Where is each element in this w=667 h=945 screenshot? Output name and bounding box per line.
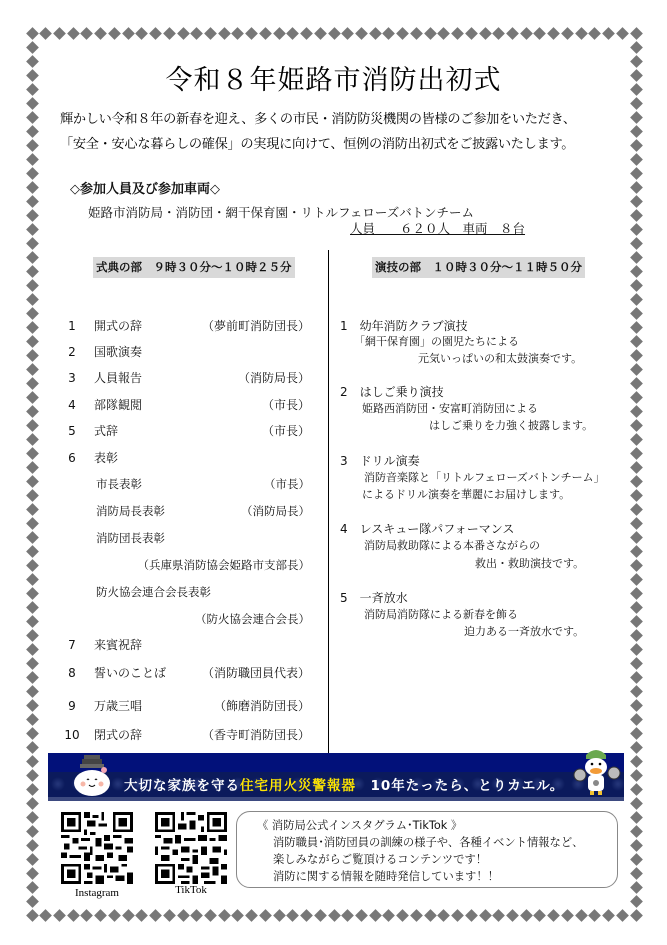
border-diamond-icon [547, 27, 560, 40]
item-number: 2 [68, 345, 76, 359]
border-diamond-icon [630, 125, 643, 138]
social-info-line: 楽しみながらご覧頂けるコンテンツです！ [273, 853, 488, 866]
border-diamond-icon [259, 27, 272, 40]
intro-line-2: 「安全・安心な暮らしの確保」の実現に向けて、恒例の消防出初式をご披露いたします。 [60, 137, 575, 152]
performance-item-desc: 消防局救助隊による本番さながらの [364, 539, 540, 552]
border-diamond-icon [26, 405, 39, 418]
border-diamond-icon [122, 909, 135, 922]
border-diamond-icon [26, 419, 39, 432]
border-diamond-icon [39, 27, 52, 40]
border-diamond-icon [26, 643, 39, 656]
item-presenter: （消防職団員代表） [201, 666, 310, 680]
border-diamond-icon [245, 27, 258, 40]
border-diamond-icon [26, 97, 39, 110]
ceremony-item [62, 665, 310, 681]
border-diamond-icon [630, 321, 643, 334]
border-diamond-icon [630, 587, 643, 600]
performance-item-title: 5 一斉放水 [340, 591, 408, 605]
item-name: 国歌演奏 [94, 345, 143, 359]
border-diamond-icon [602, 27, 615, 40]
border-diamond-icon [492, 909, 505, 922]
border-diamond-icon [561, 27, 574, 40]
border-diamond-icon [26, 727, 39, 740]
social-info-line: 消防職員･消防団員の訓練の様子や、各種イベント情報など、 [273, 836, 584, 849]
border-diamond-icon [26, 265, 39, 278]
border-diamond-icon [149, 909, 162, 922]
border-diamond-icon [26, 125, 39, 138]
border-diamond-icon [300, 27, 313, 40]
performance-item-title: 3 ドリル演奏 [340, 454, 420, 468]
border-diamond-icon [26, 811, 39, 824]
border-diamond-icon [630, 111, 643, 124]
performance-item-title: 1 幼年消防クラブ演技 [340, 319, 468, 333]
border-diamond-icon [286, 909, 299, 922]
border-diamond-icon [26, 251, 39, 264]
border-diamond-icon [630, 209, 643, 222]
border-diamond-icon [630, 181, 643, 194]
award-presenter: （市長） [264, 477, 310, 491]
social-info-line: 消防に関する情報を随時発信しています！！ [273, 870, 499, 883]
border-diamond-icon [26, 293, 39, 306]
border-diamond-icon [630, 223, 643, 236]
ceremony-item [62, 397, 310, 413]
border-diamond-icon [630, 195, 643, 208]
social-info-heading: 《 消防局公式インスタグラム･TikTok 》 [257, 819, 463, 832]
border-diamond-icon [588, 909, 601, 922]
border-diamond-icon [630, 265, 643, 278]
border-diamond-icon [575, 909, 588, 922]
item-presenter: （香寺町消防団長） [201, 728, 310, 742]
border-diamond-icon [396, 909, 409, 922]
border-diamond-icon [273, 909, 286, 922]
border-diamond-icon [630, 811, 643, 824]
award-item [96, 530, 310, 546]
border-diamond-icon [26, 111, 39, 124]
border-diamond-icon [424, 27, 437, 40]
performance-item-desc: 迫力ある一斉放水です。 [464, 625, 585, 638]
border-diamond-icon [26, 685, 39, 698]
instagram-label: Instagram [75, 887, 119, 899]
border-diamond-icon [630, 377, 643, 390]
award-name: 防火協会連合会長表彰 [96, 585, 211, 599]
award-item [96, 503, 310, 519]
item-name: 来賓祝辞 [94, 638, 143, 652]
border-diamond-icon [26, 139, 39, 152]
border-diamond-icon [534, 27, 547, 40]
item-number: 3 [68, 371, 76, 385]
border-diamond-icon [410, 27, 423, 40]
border-diamond-icon [630, 531, 643, 544]
border-diamond-icon [218, 909, 231, 922]
border-diamond-icon [630, 419, 643, 432]
border-diamond-icon [355, 909, 368, 922]
item-presenter: （飾磨消防団長） [213, 699, 310, 713]
performance-heading: 演技の部 １０時３０分～１１時５０分 [372, 257, 585, 278]
border-diamond-icon [26, 27, 39, 40]
border-diamond-icon [630, 27, 643, 40]
border-diamond-icon [94, 909, 107, 922]
performance-item-desc: によるドリル演奏を華麗にお届けします。 [362, 488, 571, 501]
border-diamond-icon [630, 167, 643, 180]
ceremony-item [62, 637, 310, 653]
border-diamond-icon [616, 27, 629, 40]
border-diamond-icon [122, 27, 135, 40]
border-diamond-icon [26, 153, 39, 166]
border-diamond-icon [630, 755, 643, 768]
border-diamond-icon [383, 27, 396, 40]
border-diamond-icon [26, 797, 39, 810]
border-diamond-icon [26, 853, 39, 866]
border-diamond-icon [630, 867, 643, 880]
award-item [96, 584, 310, 600]
column-divider [328, 250, 329, 753]
border-diamond-icon [630, 517, 643, 530]
item-number: 4 [68, 398, 76, 412]
banner-text: 大切な家族を守る住宅用火災警報器 10年たったら、とりカエル。 [124, 778, 565, 794]
border-diamond-icon [630, 601, 643, 614]
border-diamond-icon [232, 27, 245, 40]
border-diamond-icon [26, 363, 39, 376]
border-diamond-icon [135, 909, 148, 922]
border-diamond-icon [26, 713, 39, 726]
border-diamond-icon [314, 909, 327, 922]
social-info-box [236, 811, 618, 888]
border-diamond-icon [232, 909, 245, 922]
border-diamond-icon [245, 909, 258, 922]
border-diamond-icon [218, 27, 231, 40]
border-diamond-icon [630, 545, 643, 558]
castle-mascot-icon [70, 753, 116, 799]
item-name: 表彰 [94, 451, 119, 465]
border-diamond-icon [67, 27, 80, 40]
border-diamond-icon [479, 909, 492, 922]
border-diamond-icon [328, 909, 341, 922]
border-diamond-icon [630, 741, 643, 754]
border-diamond-icon [520, 27, 533, 40]
award-presenter: （兵庫県消防協会姫路市支部長） [137, 558, 310, 572]
participants-list: 姫路市消防局・消防団・網干保育園・リトルフェローズバトンチーム [88, 205, 475, 220]
border-diamond-icon [26, 867, 39, 880]
performance-item-desc: 「網干保育園」の園児たちによる [354, 335, 519, 348]
border-diamond-icon [26, 237, 39, 250]
performance-item-desc: はしご乗りを力強く披露します。 [429, 419, 594, 432]
border-diamond-icon [204, 27, 217, 40]
border-diamond-icon [26, 503, 39, 516]
border-diamond-icon [26, 783, 39, 796]
item-number: 8 [68, 666, 76, 680]
border-diamond-icon [26, 461, 39, 474]
border-diamond-icon [135, 27, 148, 40]
page-title: 令和８年姫路市消防出初式 [165, 65, 502, 96]
border-diamond-icon [26, 559, 39, 572]
border-diamond-icon [383, 909, 396, 922]
border-diamond-icon [26, 335, 39, 348]
award-name: 消防団長表彰 [96, 531, 165, 545]
item-name: 誓いのことば [94, 666, 167, 680]
border-diamond-icon [630, 573, 643, 586]
border-diamond-icon [26, 657, 39, 670]
border-diamond-icon [410, 909, 423, 922]
performance-item-desc: 姫路西消防団・安富町消防団による [362, 402, 538, 415]
border-diamond-icon [26, 223, 39, 236]
border-diamond-icon [424, 909, 437, 922]
bird-mascot-icon [568, 745, 624, 799]
border-diamond-icon [437, 909, 450, 922]
border-diamond-icon [81, 909, 94, 922]
border-diamond-icon [108, 909, 121, 922]
border-diamond-icon [630, 629, 643, 642]
intro-line-1: 輝かしい令和８年の新春を迎え、多くの市民・消防防災機関の皆様のご参加をいただき、 [60, 112, 576, 127]
border-diamond-icon [630, 433, 643, 446]
smoke-alarm-banner [48, 753, 624, 801]
border-diamond-icon [26, 769, 39, 782]
border-diamond-icon [630, 405, 643, 418]
border-diamond-icon [190, 909, 203, 922]
ceremony-heading: 式典の部 ９時３０分～１０時２５分 [93, 257, 295, 278]
border-diamond-icon [26, 279, 39, 292]
border-diamond-icon [575, 27, 588, 40]
border-diamond-icon [630, 251, 643, 264]
border-diamond-icon [630, 853, 643, 866]
border-diamond-icon [630, 307, 643, 320]
border-diamond-icon [67, 909, 80, 922]
border-diamond-icon [437, 27, 450, 40]
border-diamond-icon [190, 27, 203, 40]
border-diamond-icon [39, 909, 52, 922]
qr-code-icon [61, 812, 133, 884]
border-diamond-icon [506, 27, 519, 40]
item-name: 開式の辞 [94, 319, 143, 333]
border-diamond-icon [81, 27, 94, 40]
ceremony-item [62, 423, 310, 439]
border-diamond-icon [630, 559, 643, 572]
border-diamond-icon [630, 685, 643, 698]
ceremony-item [62, 318, 310, 334]
border-diamond-icon [616, 909, 629, 922]
border-diamond-icon [561, 909, 574, 922]
item-name: 部隊観閲 [94, 398, 143, 412]
border-diamond-icon [26, 489, 39, 502]
border-diamond-icon [630, 503, 643, 516]
border-diamond-icon [355, 27, 368, 40]
border-diamond-icon [300, 909, 313, 922]
border-diamond-icon [26, 167, 39, 180]
border-diamond-icon [26, 545, 39, 558]
border-diamond-icon [630, 489, 643, 502]
border-diamond-icon [94, 27, 107, 40]
border-diamond-icon [26, 181, 39, 194]
border-diamond-icon [26, 671, 39, 684]
item-number: 1 [68, 319, 76, 333]
border-diamond-icon [630, 153, 643, 166]
item-presenter: （市長） [261, 398, 310, 412]
border-diamond-icon [26, 839, 39, 852]
border-diamond-icon [26, 433, 39, 446]
border-diamond-icon [630, 671, 643, 684]
border-diamond-icon [630, 713, 643, 726]
tiktok-label: TikTok [175, 884, 207, 896]
item-name: 式辞 [94, 424, 119, 438]
border-diamond-icon [149, 27, 162, 40]
border-diamond-icon [26, 531, 39, 544]
border-diamond-icon [479, 27, 492, 40]
border-diamond-icon [602, 909, 615, 922]
ceremony-item [62, 344, 310, 360]
border-diamond-icon [177, 909, 190, 922]
ceremony-item [62, 370, 310, 386]
border-diamond-icon [630, 349, 643, 362]
border-diamond-icon [630, 363, 643, 376]
border-diamond-icon [630, 615, 643, 628]
border-diamond-icon [328, 27, 341, 40]
item-number: 5 [68, 424, 76, 438]
border-diamond-icon [204, 909, 217, 922]
border-diamond-icon [26, 517, 39, 530]
border-diamond-icon [630, 335, 643, 348]
border-diamond-icon [26, 573, 39, 586]
tiktok-qr-code[interactable] [155, 812, 227, 884]
border-diamond-icon [26, 475, 39, 488]
item-name: 万歳三唱 [94, 699, 143, 713]
border-diamond-icon [630, 699, 643, 712]
border-diamond-icon [314, 27, 327, 40]
award-presenter: （防火協会連合会長） [195, 612, 310, 626]
item-presenter: （消防局長） [237, 371, 310, 385]
item-number: 9 [68, 699, 76, 713]
border-diamond-icon [286, 27, 299, 40]
ceremony-item [62, 698, 310, 714]
border-diamond-icon [465, 27, 478, 40]
border-diamond-icon [26, 587, 39, 600]
item-name: 閉式の辞 [94, 728, 143, 742]
border-diamond-icon [630, 657, 643, 670]
border-diamond-icon [630, 727, 643, 740]
border-diamond-icon [26, 349, 39, 362]
border-diamond-icon [26, 41, 39, 54]
border-diamond-icon [630, 881, 643, 894]
border-diamond-icon [26, 629, 39, 642]
border-diamond-icon [492, 27, 505, 40]
border-diamond-icon [26, 601, 39, 614]
qr-code-icon [155, 812, 227, 884]
border-diamond-icon [630, 839, 643, 852]
border-diamond-icon [26, 307, 39, 320]
border-diamond-icon [630, 139, 643, 152]
border-diamond-icon [26, 195, 39, 208]
border-diamond-icon [163, 27, 176, 40]
border-diamond-icon [630, 237, 643, 250]
item-presenter: （市長） [261, 424, 310, 438]
performance-item-title: 2 はしご乗り演技 [340, 385, 444, 399]
item-number: 6 [68, 451, 76, 465]
border-diamond-icon [26, 895, 39, 908]
border-diamond-icon [451, 27, 464, 40]
border-diamond-icon [369, 909, 382, 922]
border-diamond-icon [396, 27, 409, 40]
item-presenter: （夢前町消防団長） [201, 319, 310, 333]
border-diamond-icon [341, 909, 354, 922]
border-diamond-icon [630, 783, 643, 796]
performance-item-title: 4 レスキュー隊パフォーマンス [340, 522, 515, 536]
border-diamond-icon [273, 27, 286, 40]
border-diamond-icon [465, 909, 478, 922]
border-diamond-icon [630, 797, 643, 810]
border-diamond-icon [506, 909, 519, 922]
border-diamond-icon [630, 769, 643, 782]
border-diamond-icon [26, 909, 39, 922]
border-diamond-icon [26, 755, 39, 768]
border-diamond-icon [630, 97, 643, 110]
award-name: 消防局長表彰 [96, 504, 165, 518]
border-diamond-icon [451, 909, 464, 922]
border-diamond-icon [630, 279, 643, 292]
border-diamond-icon [341, 27, 354, 40]
border-diamond-icon [630, 475, 643, 488]
border-diamond-icon [630, 293, 643, 306]
performance-item-desc: 元気いっぱいの和太鼓演奏です。 [418, 352, 583, 365]
performance-item-desc: 消防音楽隊と「リトルフェローズバトンチーム」 [364, 471, 605, 484]
border-diamond-icon [26, 615, 39, 628]
border-diamond-icon [630, 461, 643, 474]
border-diamond-icon [630, 41, 643, 54]
border-diamond-icon [534, 909, 547, 922]
border-diamond-icon [26, 825, 39, 838]
border-diamond-icon [630, 643, 643, 656]
participants-count: 人員 ６２０人 車両 ８台 [350, 221, 526, 236]
award-name: 市長表彰 [96, 477, 142, 491]
border-diamond-icon [630, 825, 643, 838]
ceremony-item [62, 727, 310, 743]
border-diamond-icon [26, 881, 39, 894]
border-diamond-icon [26, 447, 39, 460]
border-diamond-icon [26, 741, 39, 754]
performance-item-desc: 消防局消防隊による新春を飾る [364, 608, 518, 621]
border-diamond-icon [547, 909, 560, 922]
border-diamond-icon [53, 909, 66, 922]
border-diamond-icon [369, 27, 382, 40]
border-diamond-icon [26, 209, 39, 222]
border-diamond-icon [108, 27, 121, 40]
border-diamond-icon [163, 909, 176, 922]
border-diamond-icon [53, 27, 66, 40]
border-diamond-icon [26, 391, 39, 404]
border-diamond-icon [26, 699, 39, 712]
border-diamond-icon [259, 909, 272, 922]
border-diamond-icon [630, 895, 643, 908]
ceremony-item [62, 450, 310, 466]
instagram-qr-code[interactable] [61, 812, 133, 884]
border-diamond-icon [630, 391, 643, 404]
award-item [96, 476, 310, 492]
border-diamond-icon [520, 909, 533, 922]
award-presenter: （消防局長） [241, 504, 310, 518]
item-name: 人員報告 [94, 371, 143, 385]
participants-heading: ◇参加人員及び参加車両◇ [70, 182, 220, 197]
performance-item-desc: 救出・救助演技です。 [475, 557, 585, 570]
border-diamond-icon [26, 321, 39, 334]
border-diamond-icon [588, 27, 601, 40]
item-number: 7 [68, 638, 76, 652]
border-diamond-icon [26, 377, 39, 390]
item-number: 10 [64, 728, 80, 742]
border-diamond-icon [630, 447, 643, 460]
border-diamond-icon [177, 27, 190, 40]
border-diamond-icon [630, 909, 643, 922]
